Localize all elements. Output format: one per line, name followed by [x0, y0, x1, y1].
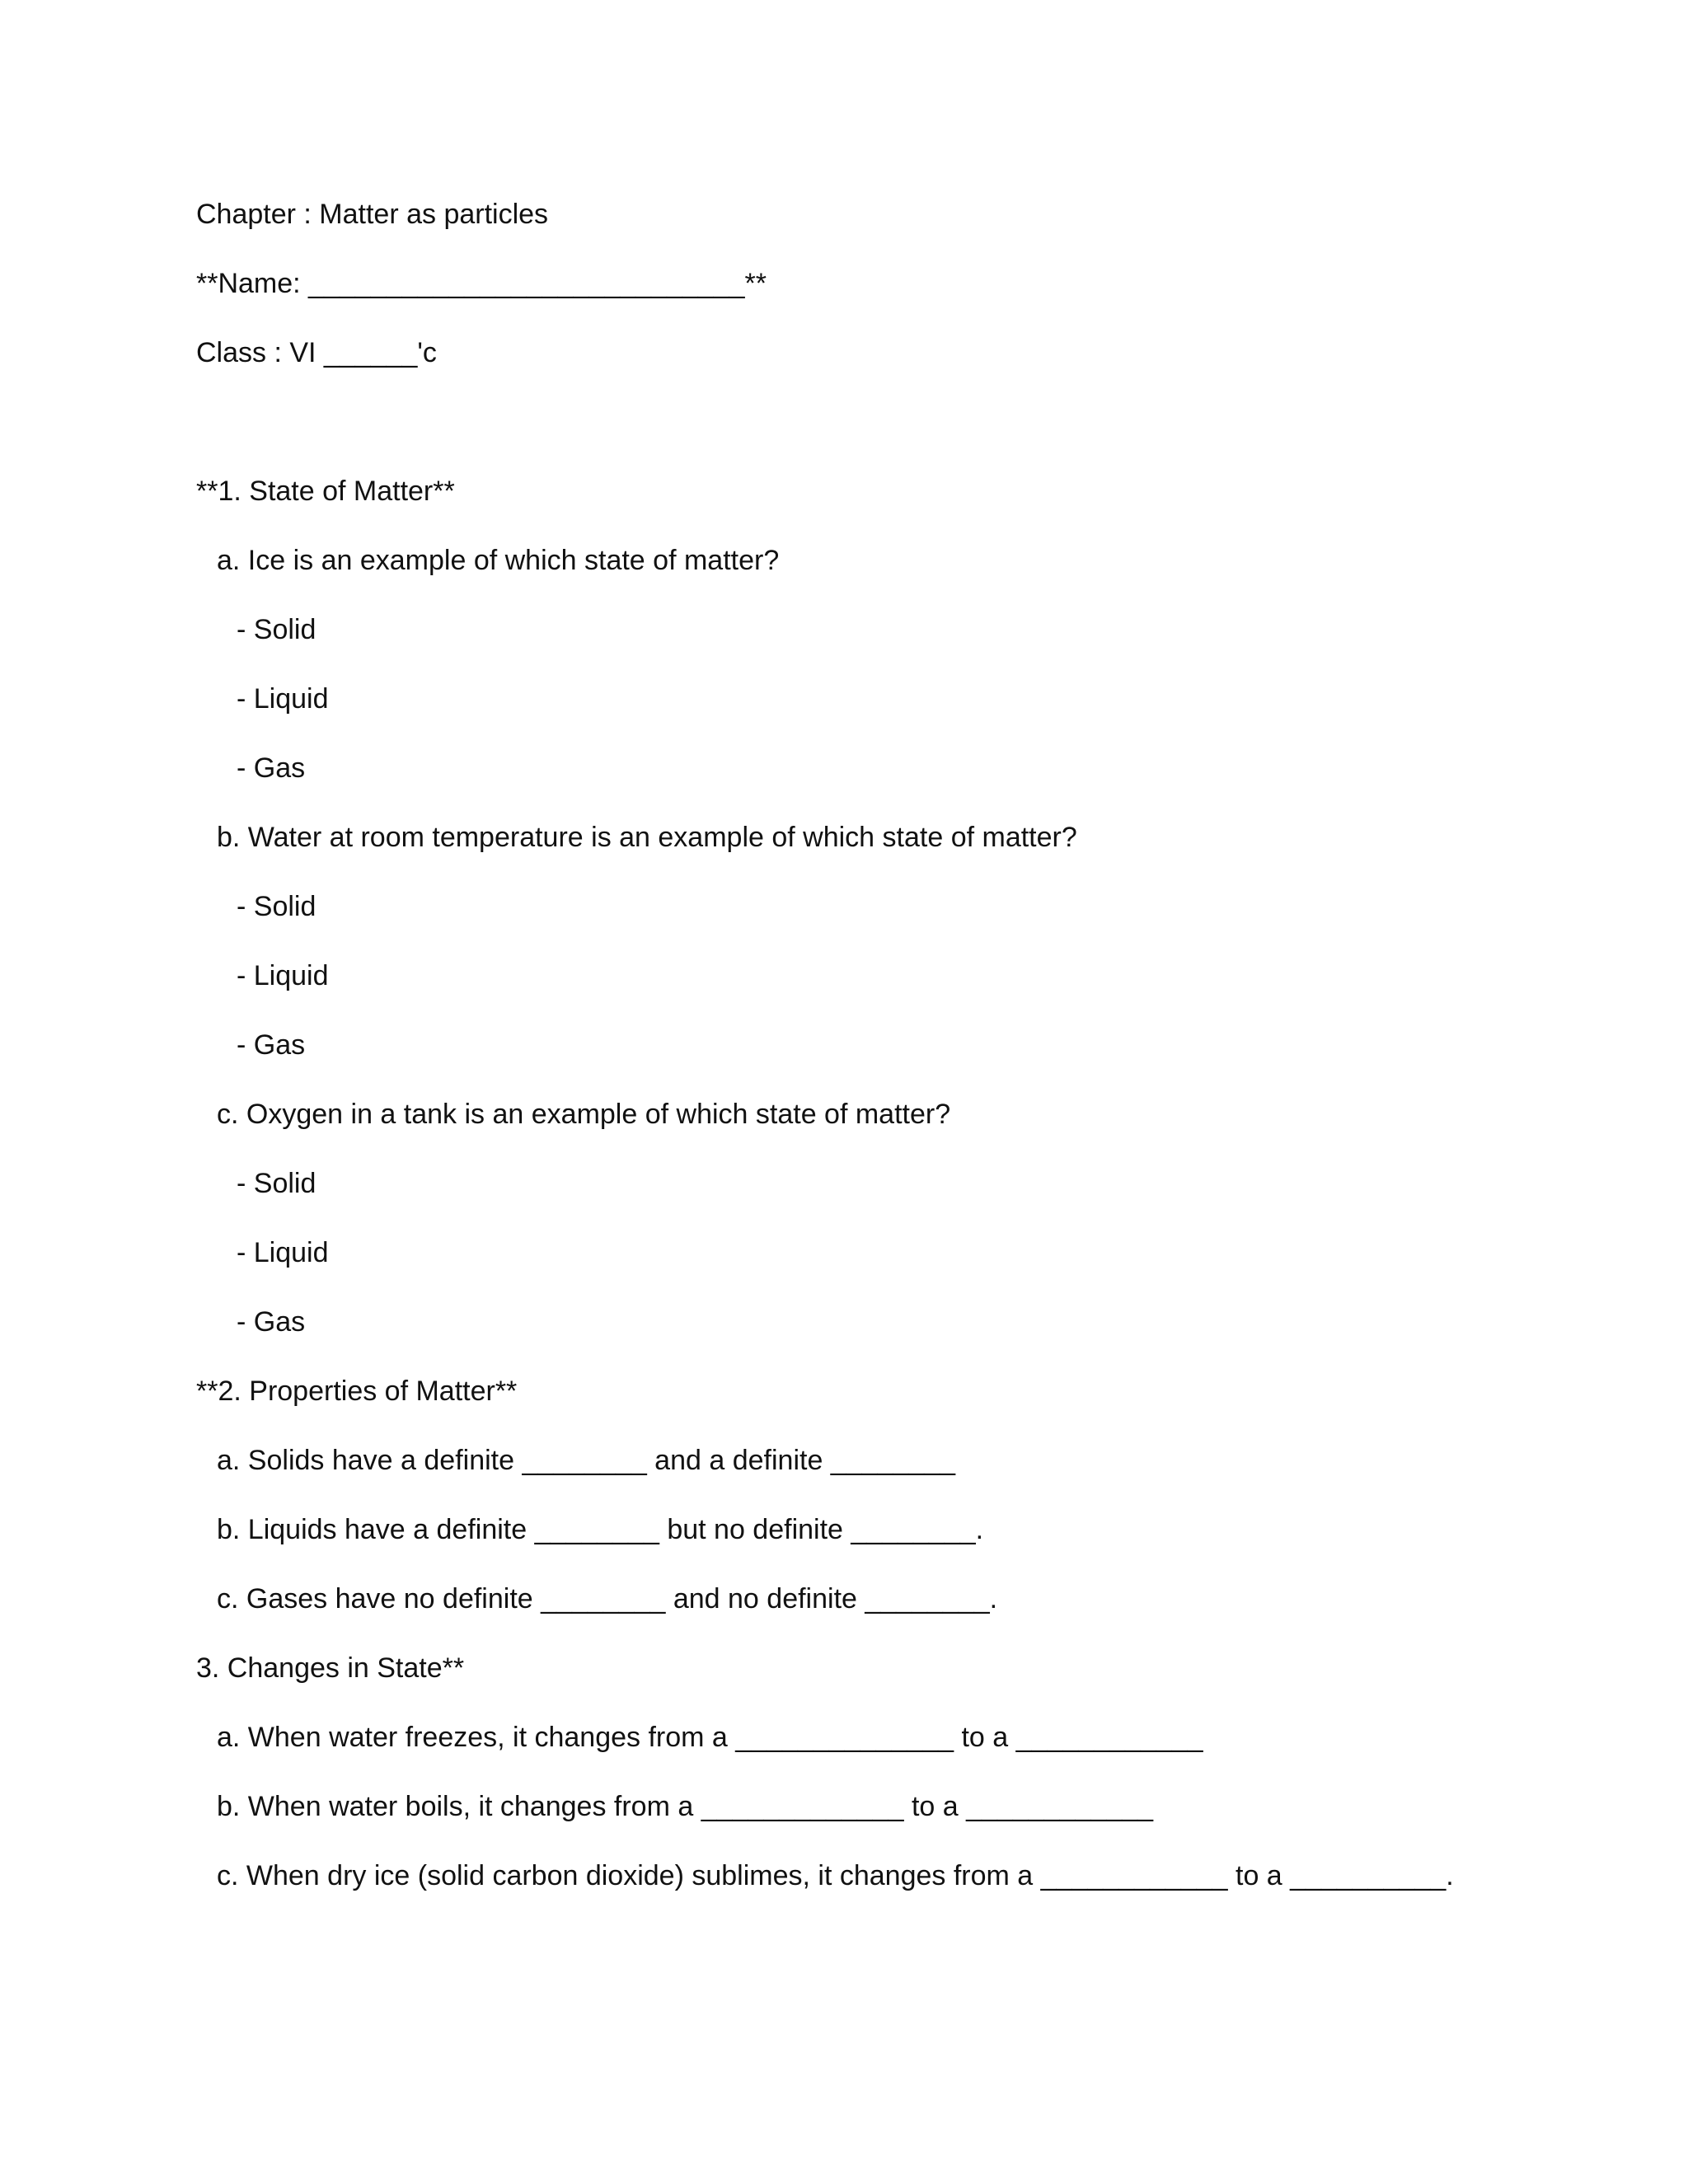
question-1c: c. Oxygen in a tank is an example of which state of matter?	[217, 1099, 951, 1130]
option-1a-liquid: - Liquid	[237, 683, 329, 715]
chapter-title: Chapter : Matter as particles	[196, 199, 549, 230]
question-2b: b. Liquids have a definite ________ but no definite ________.	[217, 1514, 984, 1545]
question-3a: a. When water freezes, it changes from a ______________ to a ____________	[217, 1722, 1203, 1753]
question-1b: b. Water at room temperature is an example of which state of matter?	[217, 822, 1077, 853]
option-1a-gas: - Gas	[237, 752, 306, 784]
question-1a: a. Ice is an example of which state of matter?	[217, 545, 780, 576]
option-1a-solid: - Solid	[237, 614, 316, 645]
question-3c: c. When dry ice (solid carbon dioxide) sublimes, it changes from a ____________ to a __________.	[217, 1860, 1454, 1891]
option-1b-liquid: - Liquid	[237, 960, 329, 991]
class-field: Class : VI ______'c	[196, 337, 437, 368]
option-1b-solid: - Solid	[237, 891, 316, 922]
question-3b: b. When water boils, it changes from a _____________ to a ____________	[217, 1791, 1154, 1822]
option-1c-gas: - Gas	[237, 1306, 306, 1338]
option-1c-solid: - Solid	[237, 1168, 316, 1199]
section-2-heading: **2. Properties of Matter**	[196, 1376, 518, 1407]
question-2c: c. Gases have no definite ________ and no definite ________.	[217, 1583, 998, 1615]
question-2a: a. Solids have a definite ________ and a definite ________	[217, 1445, 956, 1476]
section-1-heading: **1. State of Matter**	[196, 476, 455, 507]
option-1c-liquid: - Liquid	[237, 1237, 329, 1268]
name-field: **Name: ____________________________**	[196, 268, 767, 299]
option-1b-gas: - Gas	[237, 1029, 306, 1061]
section-3-heading: 3. Changes in State**	[196, 1652, 465, 1684]
